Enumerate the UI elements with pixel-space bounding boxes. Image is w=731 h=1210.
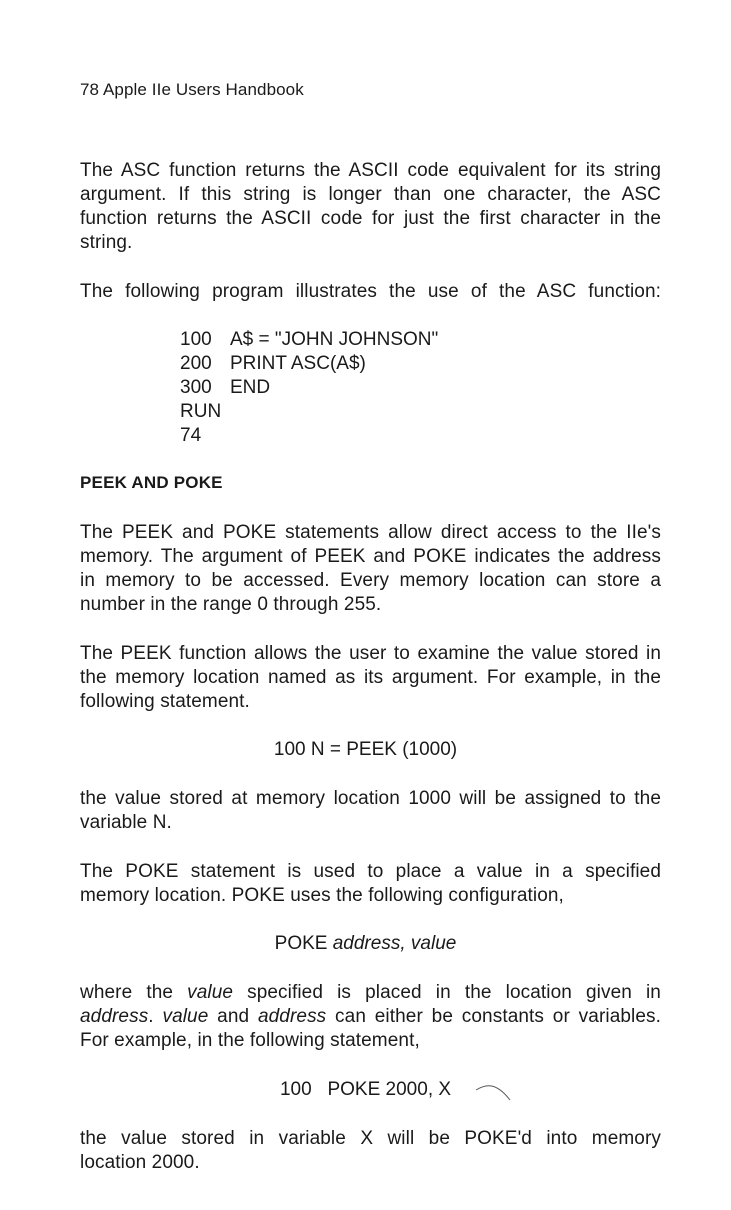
poke-where-paragraph [80,981,661,1053]
text-line: The ASC function returns the ASCII code equivalent for its string [80,160,661,181]
pencil-mark-decoration [474,1080,514,1104]
text-line: The following program illustrates the use of the ASC function: [80,281,661,302]
text-line: string. [80,232,133,253]
line-code: END [230,377,271,398]
run-command: RUN [180,401,222,422]
text-run: where the [80,982,188,1003]
address-term: address [257,1006,327,1027]
text-line: the value stored in variable X will be POKE'd into memory [80,1128,661,1149]
text-line: The PEEK and POKE statements allow direct access to the IIe's [80,522,661,543]
poke-result-paragraph [80,1127,661,1175]
line-code: PRINT ASC(A$) [230,353,366,374]
text-line [80,981,661,1005]
text-run: and [208,1006,258,1027]
asc-program-intro [80,280,661,304]
text-line: variable N. [80,812,172,833]
text-line: For example, in the following statement, [80,1030,420,1051]
text-run: . [148,1006,163,1027]
running-head: 78 Apple IIe Users Handbook [80,80,304,99]
text-line: function returns the ASCII code for just the first character in the [80,208,661,229]
asc-program-listing [180,328,438,448]
section-heading: PEEK AND POKE [80,473,223,492]
text-line: the value stored at memory location 1000 will be assigned to the [80,788,661,809]
value-term: value [187,982,234,1003]
text-line: memory. The argument of PEEK and POKE indicates the address [80,546,661,567]
peek-example: 100 N = PEEK (1000) [273,739,458,760]
address-term: address [80,1006,149,1027]
program-output: 74 [180,425,202,446]
asc-description-paragraph [80,159,661,255]
address-term: address [332,933,401,954]
value-term: value [410,933,457,954]
text-line: memory location. POKE uses the following configuration, [80,885,564,906]
text-line: The PEEK function allows the user to examine the value stored in [80,643,661,664]
program-line [180,376,438,400]
text-run: can either be constants or variables. [326,1006,661,1027]
program-line [180,328,438,352]
program-line [180,352,438,376]
text-line: number in the range 0 through 255. [80,594,382,615]
line-number: 200 [180,353,212,374]
peek-result-paragraph [80,787,661,835]
value-term: value [162,1006,209,1027]
poke-description-paragraph [80,860,661,908]
text-line: location 2000. [80,1152,200,1173]
text-line: The POKE statement is used to place a value in a specified [80,861,661,882]
peek-description-paragraph [80,642,661,714]
text-line: argument. If this string is longer than one character, the ASC [80,184,661,205]
text-line: following statement. [80,691,250,712]
line-number: 100 [180,329,212,350]
poke-keyword: POKE [274,933,333,954]
syntax-separator: , [400,933,411,954]
poke-example: 100 POKE 2000, X [279,1079,452,1100]
line-code: A$ = "JOHN JOHNSON" [230,329,439,350]
line-number: 300 [180,377,212,398]
text-line: in memory to be accessed. Every memory location can store a [80,570,661,591]
text-run: specified is placed in the location given in [233,982,661,1003]
text-line [80,1005,661,1029]
text-line: the memory location named as its argument. For example, in the [80,667,661,688]
poke-syntax [0,932,731,956]
peek-poke-intro-paragraph [80,521,661,617]
